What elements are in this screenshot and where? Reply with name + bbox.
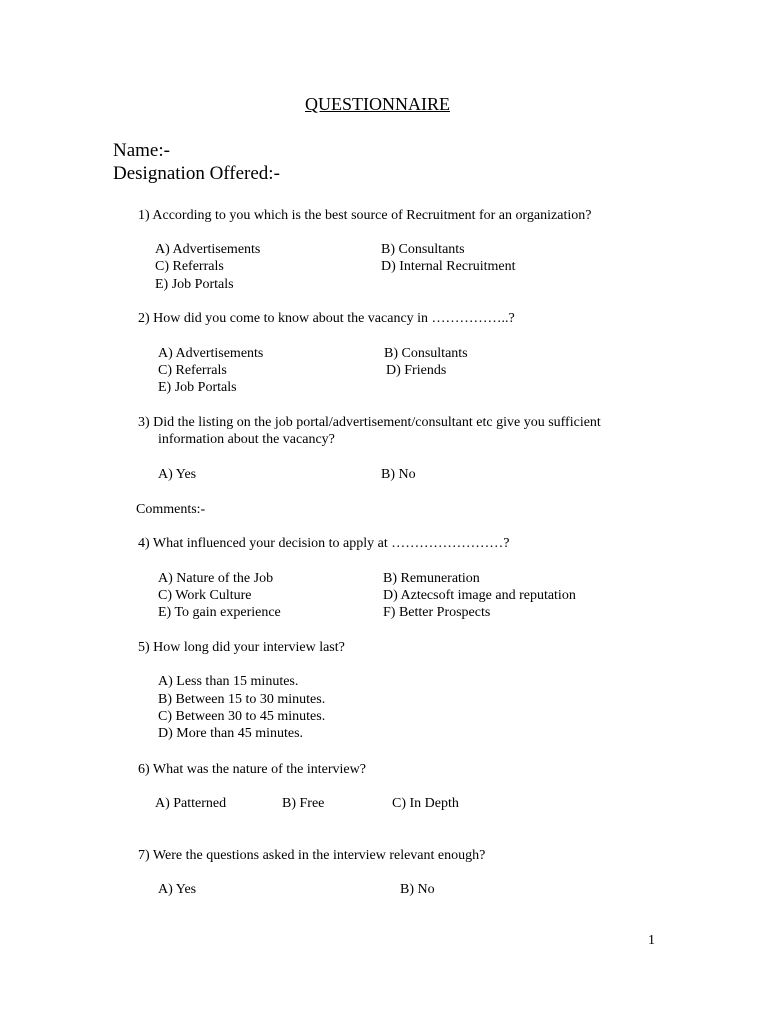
q6-option-c: C) In Depth — [392, 796, 459, 811]
q7-option-a: A) Yes — [158, 882, 197, 897]
q3-option-a: A) Yes — [158, 467, 197, 482]
q1-option-d: D) Internal Recruitment — [381, 259, 516, 274]
q5-option-d: D) More than 45 minutes. — [158, 726, 304, 741]
q4-option-d: D) Aztecsoft image and reputation — [383, 588, 576, 603]
name-label: Name:- — [113, 140, 170, 161]
q1-option-e: E) Job Portals — [155, 277, 234, 292]
question-2: 2) How did you come to know about the vacancy in ……………..? — [138, 311, 515, 326]
q2-option-c: C) Referrals — [158, 363, 227, 378]
q7-option-b: B) No — [400, 882, 435, 897]
q6-option-b: B) Free — [282, 796, 325, 811]
question-1: 1) According to you which is the best source of Recruitment for an organization? — [138, 208, 592, 223]
q4-option-c: C) Work Culture — [158, 588, 252, 603]
question-4: 4) What influenced your decision to apply at ……………………? — [138, 536, 510, 551]
q4-option-e: E) To gain experience — [158, 605, 281, 620]
designation-label: Designation Offered:- — [113, 163, 280, 184]
question-3-line-1: 3) Did the listing on the job portal/advertisement/consultant etc give you sufficient — [138, 415, 601, 430]
q1-option-b: B) Consultants — [381, 242, 465, 257]
q6-option-a: A) Patterned — [155, 796, 227, 811]
page-number: 1 — [648, 933, 655, 948]
question-3-line-2: information about the vacancy? — [158, 432, 335, 447]
q4-option-f: F) Better Prospects — [383, 605, 491, 620]
q2-option-e: E) Job Portals — [158, 380, 237, 395]
q2-option-b: B) Consultants — [384, 346, 468, 361]
q4-option-a: A) Nature of the Job — [158, 571, 274, 586]
q5-option-a: A) Less than 15 minutes. — [158, 674, 299, 689]
question-5: 5) How long did your interview last? — [138, 640, 345, 655]
q1-option-a: A) Advertisements — [155, 242, 261, 257]
q2-option-a: A) Advertisements — [158, 346, 264, 361]
q5-option-c: C) Between 30 to 45 minutes. — [158, 709, 326, 724]
q1-option-c: C) Referrals — [155, 259, 224, 274]
q2-option-d: D) Friends — [386, 363, 447, 378]
document-title: QUESTIONNAIRE — [305, 94, 450, 114]
q5-option-b: B) Between 15 to 30 minutes. — [158, 692, 326, 707]
comments-label: Comments:- — [136, 502, 206, 517]
question-7: 7) Were the questions asked in the interview relevant enough? — [138, 848, 486, 863]
question-6: 6) What was the nature of the interview? — [138, 762, 366, 777]
q3-option-b: B) No — [381, 467, 416, 482]
q4-option-b: B) Remuneration — [383, 571, 480, 586]
